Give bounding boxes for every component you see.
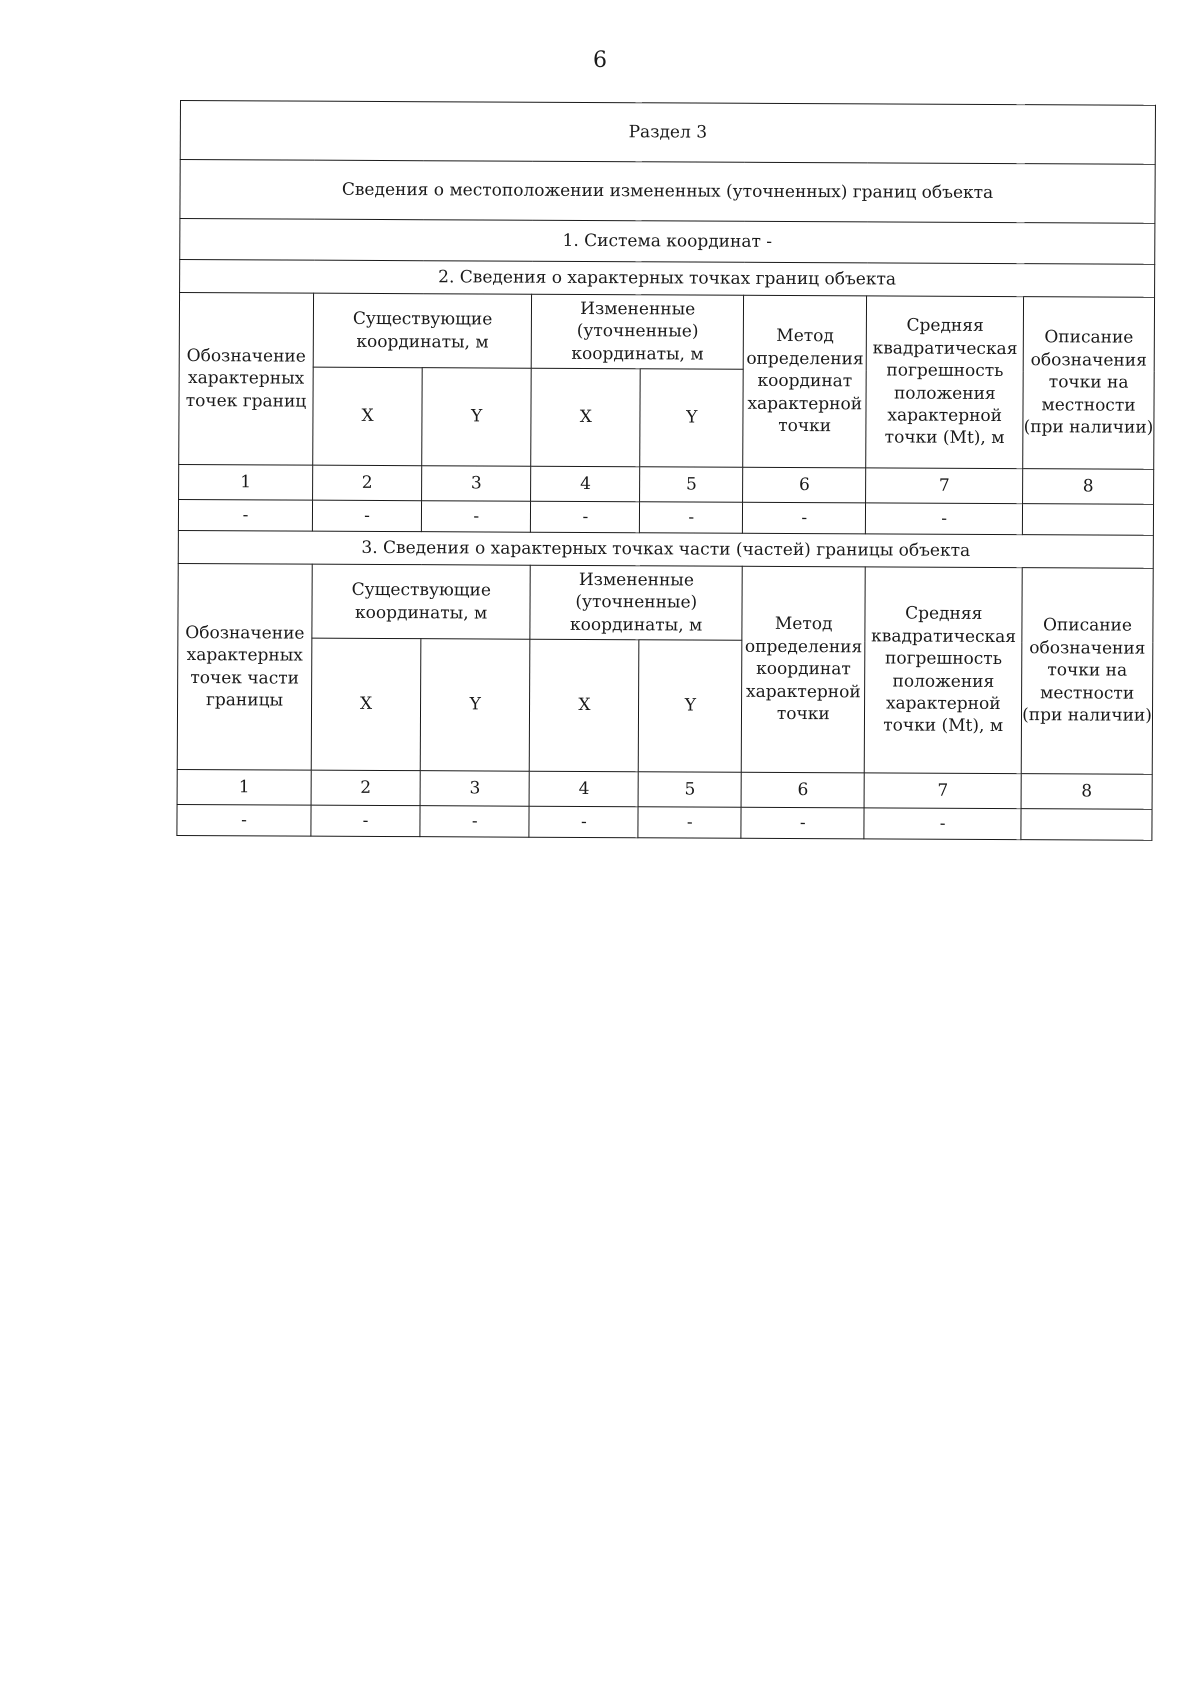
table2-column-number: 7: [864, 773, 1021, 809]
table2-column-number: 6: [741, 772, 864, 808]
table2-cell: [1021, 809, 1152, 841]
coordinate-system-label: 1. Система координат -: [180, 219, 1155, 265]
table2-column-number: 8: [1021, 774, 1152, 810]
table1-column-number: 4: [531, 466, 640, 502]
page-number: 6: [593, 48, 607, 73]
table2-header-existing-x: X: [311, 638, 421, 771]
table2-header-changed-y: Y: [639, 640, 742, 773]
table2-column-number: 1: [177, 769, 311, 805]
table-row: [178, 499, 1153, 535]
table2-header-designation: Обозначение характерных точек части границы: [177, 563, 312, 770]
table1-column-number: 2: [313, 465, 422, 501]
table1-caption: 2. Сведения о характерных точках границ объекта: [180, 260, 1155, 298]
table1-cell: [1022, 504, 1153, 536]
table1-header-method: Метод определения координат характерной точки: [743, 295, 867, 468]
table1-header-changed: Измененные (уточненные) координаты, м: [532, 294, 744, 369]
table2-header-changed: Измененные (уточненные) координаты, м: [530, 565, 742, 640]
table2-cell: -: [529, 806, 638, 838]
table-row: [177, 804, 1152, 840]
table2-column-number: 3: [420, 771, 529, 807]
section-3-form: [176, 100, 1156, 841]
table1-cell: -: [312, 500, 421, 532]
table1-column-number: 7: [866, 468, 1023, 504]
table2-caption: 3. Сведения о характерных точках части (частей) границы объекта: [178, 530, 1153, 568]
table2-cell: -: [311, 805, 420, 837]
table1-header-existing: Существующие координаты, м: [313, 293, 532, 368]
table1-header-existing-x: X: [313, 367, 423, 466]
table2-column-number: 2: [311, 770, 420, 806]
table1-column-number: 1: [179, 464, 313, 500]
table2-cell: -: [177, 804, 311, 836]
table1-header-designation: Обозначение характерных точек границ: [179, 293, 314, 466]
table2-column-number: 5: [639, 772, 742, 808]
table2-header-method: Метод определения координат характерной точки: [741, 566, 865, 773]
table1-header-rmse: Средняя квадратическая погрешность положения характерной точки (Mt), м: [866, 296, 1024, 469]
table2-header-description: Описание обозначения точки на местности (при наличии): [1021, 568, 1153, 775]
table1-cell: -: [640, 502, 743, 534]
table1-cell: -: [743, 502, 866, 534]
table1-header-changed-y: Y: [640, 369, 743, 468]
table1-cell: -: [531, 501, 640, 533]
table2-cell: -: [741, 807, 864, 839]
table2-cell: -: [638, 807, 741, 839]
table2-header-existing: Существующие координаты, м: [312, 564, 531, 639]
table1-header-existing-y: Y: [422, 368, 532, 467]
table2-cell: -: [864, 808, 1021, 840]
table1-header-description: Описание обозначения точки на местности (при наличии): [1023, 297, 1155, 470]
table1-header-changed-x: X: [531, 368, 641, 467]
table2-header-changed-x: X: [530, 639, 640, 772]
table2-header-rmse: Средняя квадратическая погрешность положения характерной точки (Mt), м: [865, 567, 1023, 774]
table1-column-number: 6: [743, 467, 866, 503]
table2-header-existing-y: Y: [420, 639, 530, 772]
table1-cell: -: [178, 499, 312, 531]
section-subtitle: Сведения о местоположении измененных (уточненных) границ объекта: [180, 160, 1155, 224]
table2-cell: -: [420, 806, 529, 838]
table1-column-number: 5: [640, 467, 743, 503]
table1-cell: -: [866, 503, 1023, 535]
table1-column-number: 3: [422, 466, 531, 502]
form-table: [176, 100, 1156, 841]
table2-column-number: 4: [529, 771, 638, 807]
table1-column-number: 8: [1023, 469, 1154, 505]
section-title: Раздел 3: [180, 101, 1155, 165]
table1-cell: -: [422, 501, 531, 533]
